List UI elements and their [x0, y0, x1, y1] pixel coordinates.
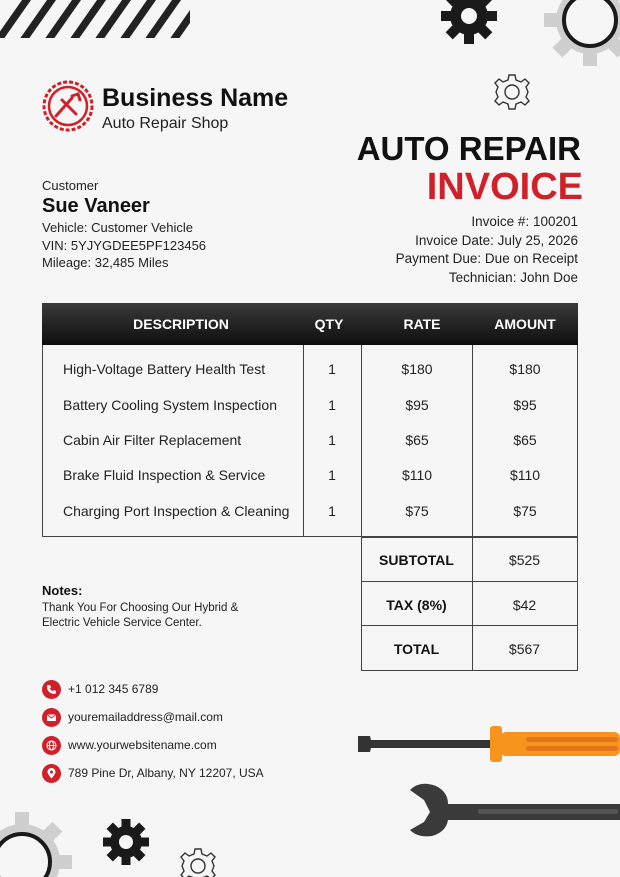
- row-rate: $75: [405, 503, 429, 519]
- phone-icon: [42, 680, 61, 699]
- customer-name: Sue Vaneer: [42, 195, 150, 217]
- row-description: Cabin Air Filter Replacement: [63, 432, 242, 448]
- business-name: Business Name: [102, 84, 289, 112]
- total-label: TOTAL: [393, 641, 440, 657]
- gear-outline-icon: [492, 72, 532, 112]
- invoice-title-line1: AUTO REPAIR: [356, 130, 581, 167]
- row-amount: $110: [509, 467, 541, 483]
- table-row: [42, 423, 578, 458]
- subtotal-row: [361, 538, 577, 582]
- contact-phone: [42, 680, 242, 700]
- invoice-number: Invoice #: 100201: [471, 214, 578, 229]
- row-qty: 1: [328, 397, 336, 413]
- decorative-stripes: [0, 0, 190, 38]
- email-text: youremailaddress@mail.com: [68, 710, 223, 724]
- contact-address: [42, 764, 282, 784]
- customer-vin: VIN: 5YJYGDEE5PF123456: [42, 237, 207, 253]
- table-row: [42, 352, 578, 387]
- row-rate: $65: [405, 432, 429, 448]
- auto-repair-logo-icon: [42, 80, 94, 132]
- business-tagline: Auto Repair Shop: [102, 115, 229, 132]
- tax-row: [361, 583, 577, 627]
- phone-text: +1 012 345 6789: [68, 682, 159, 696]
- globe-icon: [42, 736, 61, 755]
- row-qty: 1: [328, 432, 336, 448]
- row-amount: $180: [509, 361, 541, 377]
- row-qty: 1: [328, 467, 336, 483]
- gear-icon: [440, 0, 498, 44]
- customer-vehicle: Vehicle: Customer Vehicle: [42, 220, 194, 235]
- table-header: [42, 303, 578, 345]
- customer-details: [42, 219, 206, 272]
- header-description: DESCRIPTION: [133, 316, 229, 332]
- technician: Technician: John Doe: [448, 269, 578, 285]
- customer-label: Customer: [42, 178, 99, 193]
- row-qty: 1: [328, 361, 336, 377]
- screwdriver-icon: [356, 722, 620, 766]
- invoice-title-line2: INVOICE: [426, 166, 583, 208]
- table-row: [42, 458, 578, 493]
- row-description: Charging Port Inspection & Cleaning: [63, 503, 290, 519]
- gear-icon: [0, 800, 76, 877]
- gear-icon: [102, 818, 150, 866]
- row-qty: 1: [328, 503, 336, 519]
- wrench-icon: [408, 782, 620, 840]
- contact-website: [42, 736, 262, 756]
- row-description: High-Voltage Battery Health Test: [63, 361, 266, 377]
- total-value: $567: [508, 641, 541, 657]
- invoice-meta: [396, 213, 578, 287]
- header-qty: QTY: [314, 316, 344, 332]
- gear-icon: [538, 0, 620, 70]
- total-row: [361, 627, 577, 671]
- tax-label: TAX (8%): [386, 597, 447, 613]
- contact-email: [42, 708, 262, 728]
- website-text: www.yourwebsitename.com: [68, 738, 217, 752]
- location-pin-icon: [42, 764, 61, 783]
- row-rate: $180: [401, 361, 433, 377]
- table-row: [42, 494, 578, 529]
- table-row: [42, 388, 578, 423]
- email-icon: [42, 708, 61, 727]
- payment-due: Payment Due: Due on Receipt: [395, 251, 578, 266]
- address-text: 789 Pine Dr, Albany, NY 12207, USA: [68, 766, 264, 780]
- row-amount: $95: [513, 397, 537, 413]
- row-amount: $75: [513, 503, 537, 519]
- notes-text: Thank You For Choosing Our Hybrid & Electric Vehicle Service Center.: [42, 602, 239, 629]
- row-rate: $95: [405, 397, 429, 413]
- row-rate: $110: [401, 467, 433, 483]
- row-description: Battery Cooling System Inspection: [63, 397, 277, 413]
- gear-outline-icon: [178, 846, 218, 877]
- row-description: Brake Fluid Inspection & Service: [63, 467, 266, 483]
- tax-value: $42: [512, 597, 537, 613]
- invoice-date: Invoice Date: July 25, 2026: [415, 232, 578, 248]
- header-rate: RATE: [403, 316, 441, 332]
- row-amount: $65: [513, 432, 537, 448]
- subtotal-label: SUBTOTAL: [379, 552, 454, 568]
- notes-label: Notes:: [42, 583, 83, 598]
- customer-mileage: Mileage: 32,485 Miles: [42, 255, 169, 270]
- subtotal-value: $525: [508, 552, 541, 568]
- header-amount: AMOUNT: [494, 316, 556, 332]
